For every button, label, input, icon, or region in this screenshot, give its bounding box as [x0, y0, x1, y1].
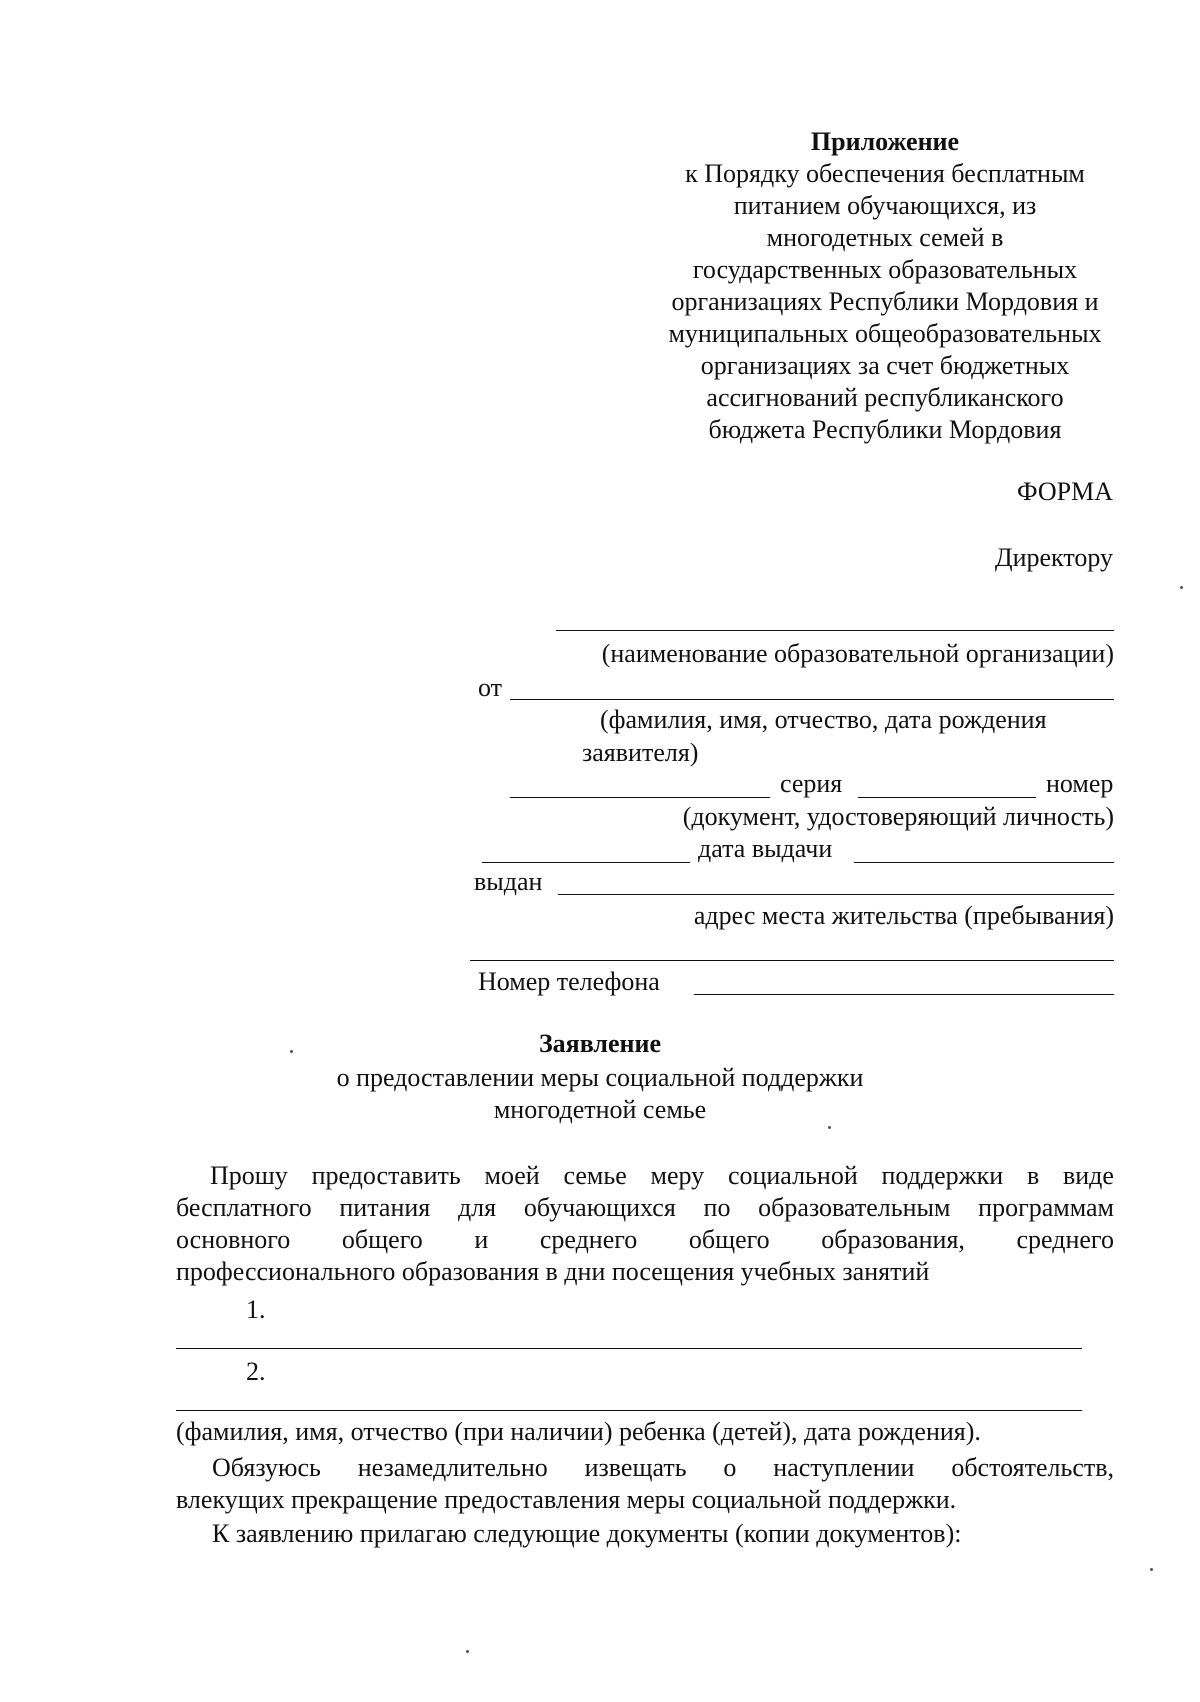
- statement-subtitle-2: многодетной семье: [493, 1095, 707, 1124]
- word: виде: [1062, 1161, 1114, 1190]
- word: Прошу: [210, 1161, 288, 1190]
- word: среднего: [539, 1225, 638, 1254]
- word: незамедлительно: [357, 1453, 548, 1482]
- word: социальной: [727, 1161, 858, 1190]
- series-label: серия: [780, 769, 843, 798]
- child-1-field[interactable]: [176, 1348, 1082, 1349]
- annex-line: ассигнований республиканского: [706, 383, 1064, 412]
- scan-speck: [1150, 1568, 1153, 1571]
- annex-title: Приложение: [810, 127, 960, 156]
- child-item-2-number: 2.: [246, 1357, 266, 1386]
- para1-line-1: [210, 1160, 1114, 1192]
- scan-speck: [466, 1650, 469, 1653]
- id-document-caption: (документ, удостоверяющий личность): [682, 802, 1114, 831]
- para2-line-2: влекущих прекращение предоставления меры социальной поддержки.: [176, 1485, 957, 1514]
- attachments-intro: К заявлению прилагаю следующие документы (копии документов):: [212, 1519, 962, 1548]
- word: обстоятельств,: [951, 1453, 1114, 1482]
- word: образовательным: [758, 1193, 951, 1222]
- address-field[interactable]: [470, 960, 1114, 961]
- word: меру: [650, 1161, 705, 1190]
- word: извещать: [584, 1453, 687, 1482]
- issue-date-label: дата выдачи: [698, 834, 833, 863]
- word: общего: [341, 1225, 423, 1254]
- children-caption: (фамилия, имя, отчество (при наличии) ребенка (детей), дата рождения).: [176, 1417, 981, 1446]
- annex-line: многодетных семей в: [766, 223, 1004, 252]
- phone-label: Номер телефона: [478, 967, 660, 996]
- word: для: [457, 1193, 497, 1222]
- child-item-1-number: 1.: [246, 1295, 266, 1324]
- applicant-caption-2: заявителя): [582, 738, 699, 767]
- issued-by-label: выдан: [474, 867, 543, 896]
- annex-line: муниципальных общеобразовательных: [668, 319, 1102, 348]
- annex-line: к Порядку обеспечения бесплатным: [685, 159, 1085, 188]
- phone-field[interactable]: [694, 994, 1114, 995]
- from-label: от: [478, 673, 503, 702]
- word: основного: [176, 1225, 291, 1254]
- para1-line-2: [176, 1192, 1114, 1224]
- word: образования,: [821, 1225, 965, 1254]
- org-name-field[interactable]: [556, 630, 1114, 631]
- annex-line: организациях за счет бюджетных: [700, 351, 1070, 380]
- scan-speck: [290, 1050, 293, 1053]
- statement-title: Заявление: [538, 1029, 662, 1058]
- issue-date-field[interactable]: [854, 862, 1114, 863]
- word: семье: [563, 1161, 627, 1190]
- word: среднего: [1016, 1225, 1114, 1254]
- org-name-caption: (наименование образовательной организации): [601, 639, 1114, 668]
- word: питания: [339, 1193, 431, 1222]
- address-caption: адрес места жительства (пребывания): [693, 901, 1114, 930]
- word: предоставить: [311, 1161, 461, 1190]
- word: обучающихся: [523, 1193, 676, 1222]
- word: Обязуюсь: [212, 1453, 321, 1482]
- number-value-field[interactable]: [482, 862, 690, 863]
- applicant-caption-1: (фамилия, имя, отчество, дата рождения: [600, 705, 1047, 734]
- para2-line-1: [212, 1452, 1114, 1484]
- form-label: ФОРМА: [1017, 477, 1113, 506]
- applicant-field[interactable]: [510, 699, 1114, 700]
- word: общего: [688, 1225, 770, 1254]
- word: поддержки: [881, 1161, 1004, 1190]
- scan-speck: [828, 1126, 831, 1129]
- annex-line: питанием обучающихся, из: [733, 191, 1037, 220]
- word: бесплатного: [176, 1193, 312, 1222]
- para1-line-3: [176, 1224, 1114, 1256]
- annex-line: государственных образовательных: [692, 255, 1078, 284]
- word: и: [474, 1225, 489, 1254]
- word: моей: [484, 1161, 540, 1190]
- word: программам: [978, 1193, 1114, 1222]
- para1-line-4: профессионального образования в дни посещения учебных занятий: [176, 1257, 930, 1286]
- statement-subtitle-1: о предоставлении меры социальной поддержки: [336, 1063, 864, 1092]
- word: о: [723, 1453, 737, 1482]
- scan-speck: [1180, 586, 1183, 589]
- word: по: [703, 1193, 731, 1222]
- issued-by-field[interactable]: [558, 894, 1114, 895]
- annex-line: бюджета Республики Мордовия: [708, 415, 1062, 444]
- child-2-field[interactable]: [176, 1410, 1082, 1411]
- series-field[interactable]: [858, 797, 1036, 798]
- word: наступлении: [773, 1453, 915, 1482]
- annex-line: организациях Республики Мордовия и: [671, 287, 1099, 316]
- id-document-field[interactable]: [510, 797, 770, 798]
- number-label: номер: [1046, 769, 1114, 798]
- addressee-director: Директору: [994, 543, 1113, 572]
- word: в: [1026, 1161, 1040, 1190]
